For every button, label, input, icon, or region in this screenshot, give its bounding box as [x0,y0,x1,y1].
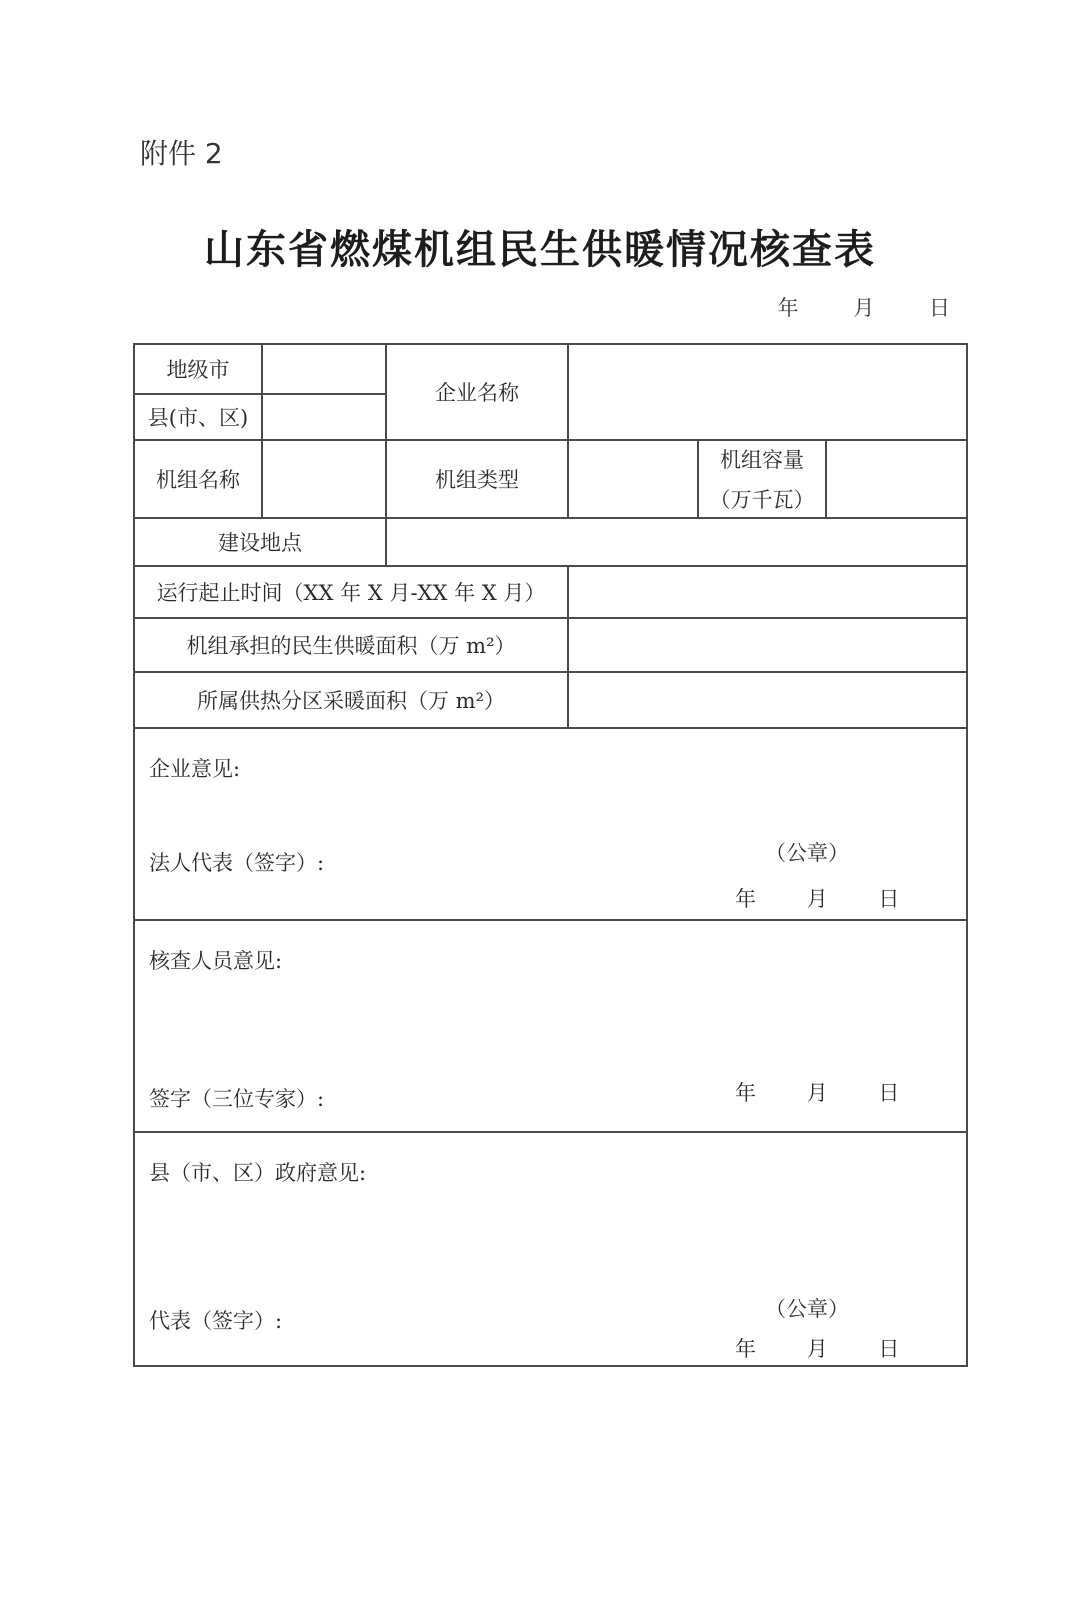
header-date-month: 月 [853,296,875,320]
inspector-date-year: 年 [735,1081,756,1105]
location-input-cell[interactable] [386,518,967,566]
government-date-month: 月 [806,1337,828,1361]
header-date [778,292,950,322]
district-area-input-cell[interactable] [568,672,967,728]
inspector-opinion-section[interactable] [134,920,967,1132]
page-title: 山东省燃煤机组民生供暖情况核查表 [204,227,876,273]
district-area-label: 所属供热分区采暖面积（万 m²） [134,672,568,728]
unit-type-input-cell[interactable] [568,440,698,518]
unit-capacity-label [698,440,826,518]
unit-type-label: 机组类型 [386,440,568,518]
company-date-day: 日 [878,887,900,911]
city-label: 地级市 [134,344,262,394]
run-period-label: 运行起止时间（XX 年 X 月-XX 年 X 月） [134,566,568,618]
inspector-opinion-date [735,1077,899,1107]
heating-area-input-cell[interactable] [568,618,967,672]
header-date-day: 日 [929,296,950,320]
unit-capacity-input-cell[interactable] [826,440,967,518]
header-date-year: 年 [777,296,799,320]
company-seal-label: （公章） [765,841,849,865]
government-opinion-section[interactable] [134,1132,967,1366]
run-period-input-cell[interactable] [568,566,967,618]
attachment-label: 附件 2 [140,137,223,170]
county-input-cell[interactable] [262,394,386,440]
inspector-opinion-title: 核查人员意见: [149,949,283,973]
company-date-year: 年 [735,887,756,911]
inspector-date-day: 日 [878,1081,900,1105]
inspector-date-month: 月 [806,1081,828,1105]
unit-capacity-label-line1: 机组容量 [720,448,804,472]
government-seal-label: （公章） [765,1297,849,1321]
company-opinion-date [735,883,899,913]
company-opinion-title: 企业意见: [149,757,241,781]
company-name-label: 企业名称 [386,344,568,440]
unit-capacity-label-line2: （万千瓦） [709,488,815,512]
company-opinion-section[interactable] [134,728,967,920]
government-date-year: 年 [735,1337,756,1361]
county-label: 县(市、区) [134,394,262,440]
inspector-sign-label: 签字（三位专家）: [149,1087,325,1111]
inspection-form-table [133,343,968,1367]
city-input-cell[interactable] [262,344,386,394]
company-date-month: 月 [806,887,828,911]
location-label: 建设地点 [134,518,386,566]
company-name-input-cell[interactable] [568,344,967,440]
heating-area-label: 机组承担的民生供暖面积（万 m²） [134,618,568,672]
unit-name-input-cell[interactable] [262,440,386,518]
unit-name-label: 机组名称 [134,440,262,518]
government-date-day: 日 [878,1337,900,1361]
government-opinion-date [735,1333,899,1363]
government-opinion-title: 县（市、区）政府意见: [149,1161,367,1185]
government-sign-label: 代表（签字）: [149,1309,283,1333]
company-sign-label: 法人代表（签字）: [149,851,325,875]
